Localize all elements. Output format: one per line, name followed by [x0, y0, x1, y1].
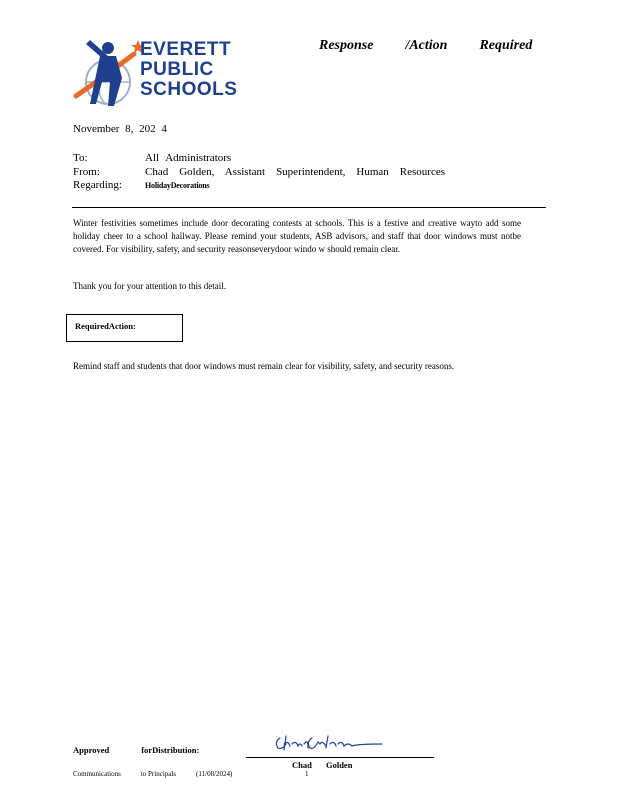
footer-part: to Principals: [140, 770, 177, 778]
for-distribution-label: forDistribution:: [141, 745, 200, 755]
logo-line: PUBLIC: [140, 59, 214, 80]
header-word: Required: [479, 38, 533, 53]
regarding-label: Regarding:: [73, 179, 122, 191]
response-action-required-header: [319, 38, 564, 54]
figure-head-icon: [102, 42, 114, 54]
logo-line: EVERETT: [140, 39, 232, 60]
footer-distribution: [73, 770, 252, 778]
signer-name: Chad Golden: [292, 760, 353, 770]
handwritten-signature: [272, 730, 384, 754]
required-action-text: Remind staff and students that door windows must remain clear for visibility, safety, and security reasons.: [73, 361, 455, 371]
footer-part: (11/08/2024): [196, 770, 233, 778]
approved-label: Approved: [73, 745, 110, 755]
from-value: Chad Golden, Assistant Superintendent, Human Resources: [145, 166, 445, 178]
to-label: To:: [73, 152, 88, 164]
header-word: /Action: [405, 38, 448, 53]
divider: [72, 207, 546, 208]
body-paragraph: Thank you for your attention to this detail.: [73, 281, 226, 291]
body-paragraph: Winter festivities sometimes include door decorating contests at schools. This is a festive and creative wayto add some holiday cheer to a school hallway. Please remind your students, ASB advisors, and staff that door windows must notbe covered. For visibility, safety, and security reasonseverydoor windo w should remain clear.: [73, 218, 521, 254]
logo-line: SCHOOLS: [140, 79, 238, 100]
regarding-value: HolidayDecorations: [145, 181, 210, 190]
footer-part: Communications: [73, 770, 121, 778]
logo-wordmark: [140, 40, 237, 100]
header-word: Response: [319, 38, 374, 53]
memo-date: November 8, 202 4: [73, 123, 167, 135]
page-number: 1: [305, 770, 309, 778]
required-action-label: RequiredAction:: [75, 321, 136, 331]
signature-line: [246, 757, 434, 758]
approved-for-distribution: [73, 745, 231, 755]
to-value: All Administrators: [145, 152, 232, 164]
from-label: From:: [73, 166, 100, 178]
required-action-box: [66, 314, 183, 342]
